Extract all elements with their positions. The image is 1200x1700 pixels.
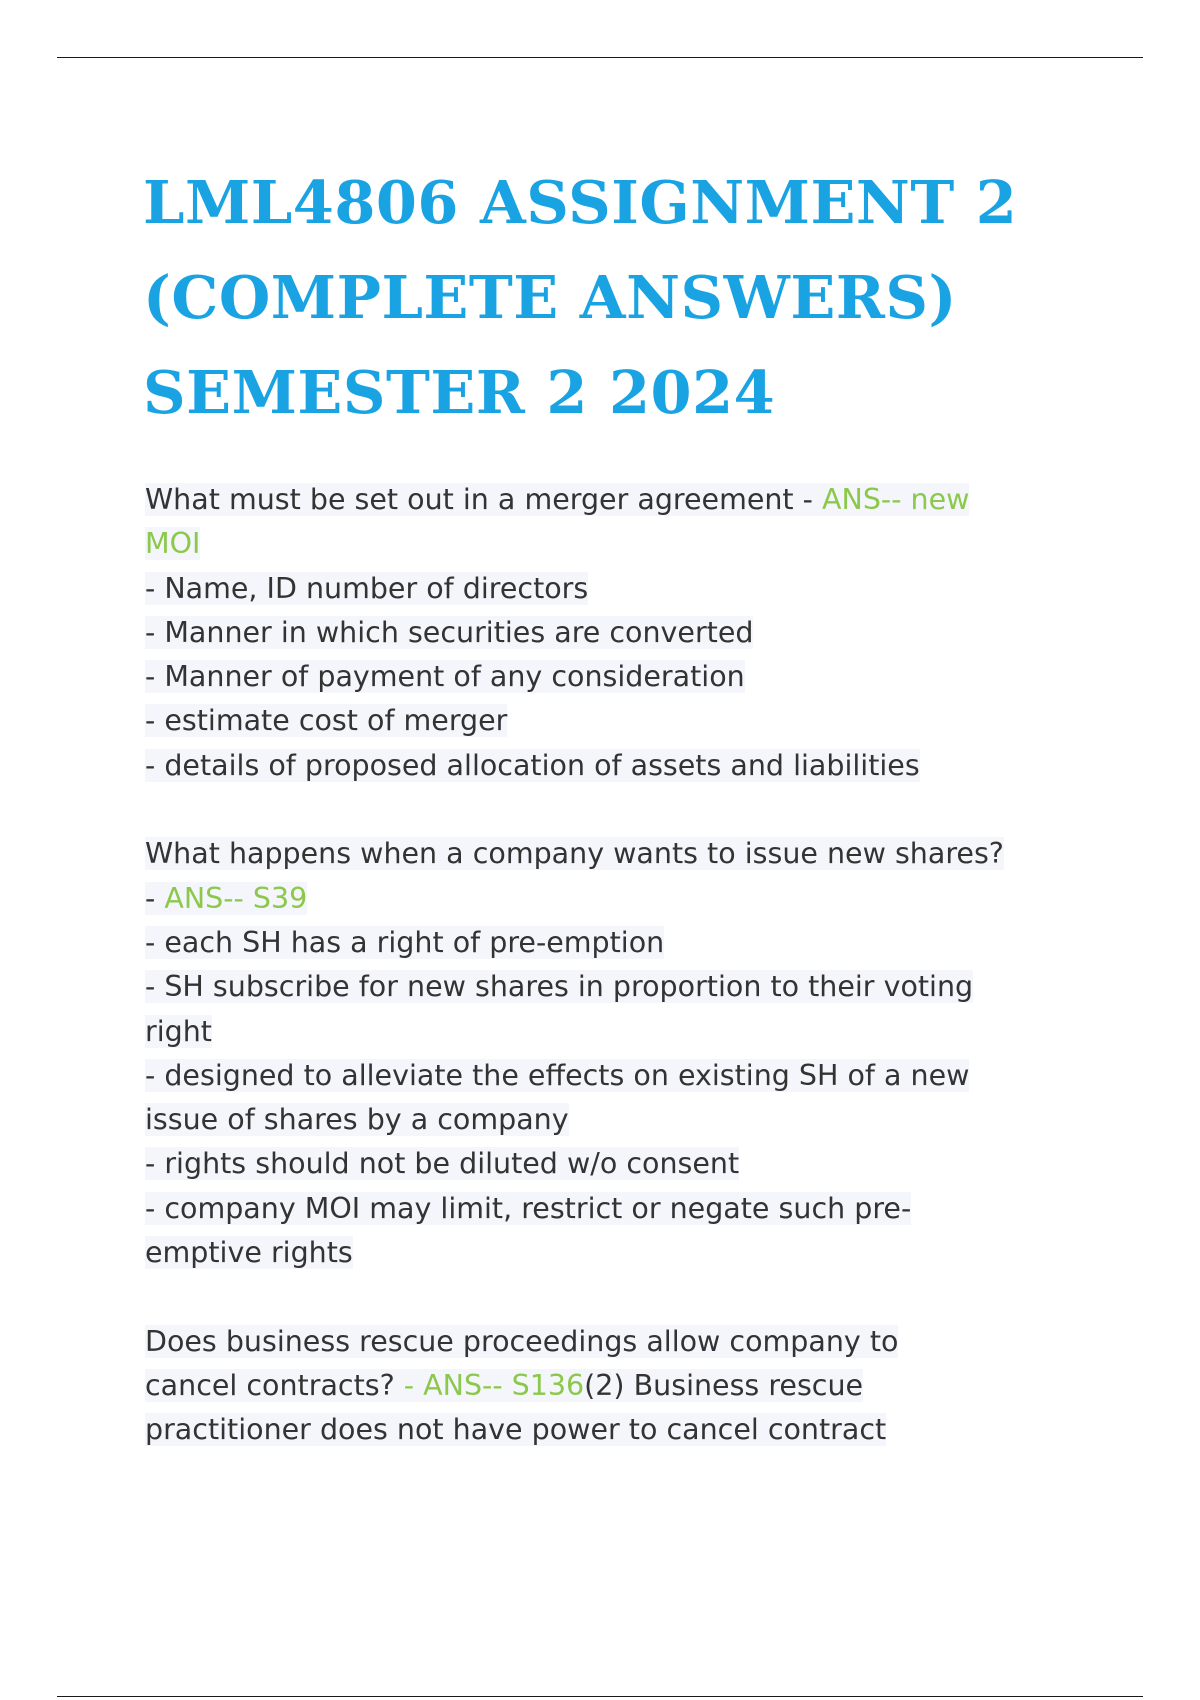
block-spacer	[145, 788, 1145, 832]
qa-line-text	[145, 1369, 863, 1402]
text-segment: cancel contracts?	[145, 1368, 404, 1402]
qa-line-text	[145, 616, 753, 649]
qa-line-text	[145, 837, 1004, 870]
qa-block-2	[145, 832, 1145, 1275]
qa-line-text	[145, 527, 200, 560]
qa-line	[145, 1408, 1145, 1452]
qa-line-text	[145, 749, 920, 782]
qa-block-1	[145, 478, 1145, 788]
qa-line	[145, 567, 1145, 611]
answer-marker: ANS-- S39	[164, 881, 308, 915]
title-line-3: SEMESTER 2 2024	[143, 358, 776, 427]
qa-line-text	[145, 1413, 886, 1446]
qa-line	[145, 1142, 1145, 1186]
text-segment: What happens when a company wants to issue new shares?	[145, 837, 1004, 871]
text-segment: issue of shares by a company	[145, 1103, 569, 1137]
qa-line-text	[145, 970, 973, 1003]
qa-line	[145, 699, 1145, 743]
qa-line-text	[145, 1059, 969, 1092]
qa-line-text	[145, 1103, 569, 1136]
block-spacer	[145, 1275, 1145, 1319]
qa-line	[145, 522, 1145, 566]
qa-line-text	[145, 1015, 212, 1048]
top-rule	[57, 57, 1143, 58]
text-segment: - Manner of payment of any consideration	[145, 660, 745, 694]
text-segment: - rights should not be diluted w/o consent	[145, 1147, 740, 1181]
qa-line	[145, 1098, 1145, 1142]
qa-line-text	[145, 1325, 898, 1358]
qa-line-text	[145, 1192, 911, 1225]
text-segment: - estimate cost of merger	[145, 704, 508, 738]
qa-line	[145, 478, 1145, 522]
qa-line	[145, 1187, 1145, 1231]
qa-line-text	[145, 704, 507, 737]
qa-line	[145, 1320, 1145, 1364]
qa-line	[145, 832, 1145, 876]
qa-line	[145, 921, 1145, 965]
qa-line	[145, 1010, 1145, 1054]
qa-line-text	[145, 1147, 739, 1180]
qa-line-text	[145, 660, 745, 693]
qa-content	[145, 478, 1145, 1453]
text-segment: Does business rescue proceedings allow company to	[145, 1324, 899, 1358]
text-segment: - designed to alleviate the effects on existing SH of a new	[145, 1058, 970, 1092]
qa-line-text	[145, 1236, 353, 1269]
qa-block-3	[145, 1320, 1145, 1453]
qa-line	[145, 877, 1145, 921]
qa-line	[145, 1054, 1145, 1098]
answer-marker: ANS-- new	[822, 483, 970, 516]
answer-marker: MOI	[145, 527, 201, 561]
qa-line-text	[145, 483, 969, 516]
text-segment: practitioner does not have power to cancel contract	[145, 1413, 887, 1447]
qa-line-text	[145, 926, 664, 959]
qa-line	[145, 1231, 1145, 1275]
text-segment: - SH subscribe for new shares in proportion to their voting	[145, 970, 974, 1004]
bottom-rule	[57, 1696, 1143, 1697]
answer-marker: - ANS-- S136	[403, 1368, 585, 1402]
qa-line-text	[145, 572, 588, 605]
qa-line-text	[145, 882, 307, 915]
qa-line	[145, 965, 1145, 1009]
qa-line	[145, 1364, 1145, 1408]
text-segment: -	[145, 881, 165, 915]
text-segment: - each SH has a right of pre-emption	[145, 925, 665, 959]
qa-line	[145, 655, 1145, 699]
title-line-2: (COMPLETE ANSWERS)	[143, 263, 957, 332]
text-segment: - details of proposed allocation of assets and liabilities	[145, 748, 920, 782]
qa-line	[145, 744, 1145, 788]
text-segment: right	[145, 1014, 212, 1048]
qa-line	[145, 611, 1145, 655]
title-line-1: LML4806 ASSIGNMENT 2	[143, 168, 1018, 237]
text-segment: (2) Business rescue	[584, 1368, 864, 1402]
text-segment: - company MOI may limit, restrict or negate such pre-	[145, 1191, 912, 1225]
text-segment: What must be set out in a merger agreement -	[145, 483, 823, 516]
text-segment: - Name, ID number of directors	[145, 571, 589, 605]
document-title	[143, 155, 1143, 440]
text-segment: emptive rights	[145, 1236, 353, 1270]
text-segment: - Manner in which securities are converted	[145, 615, 754, 649]
